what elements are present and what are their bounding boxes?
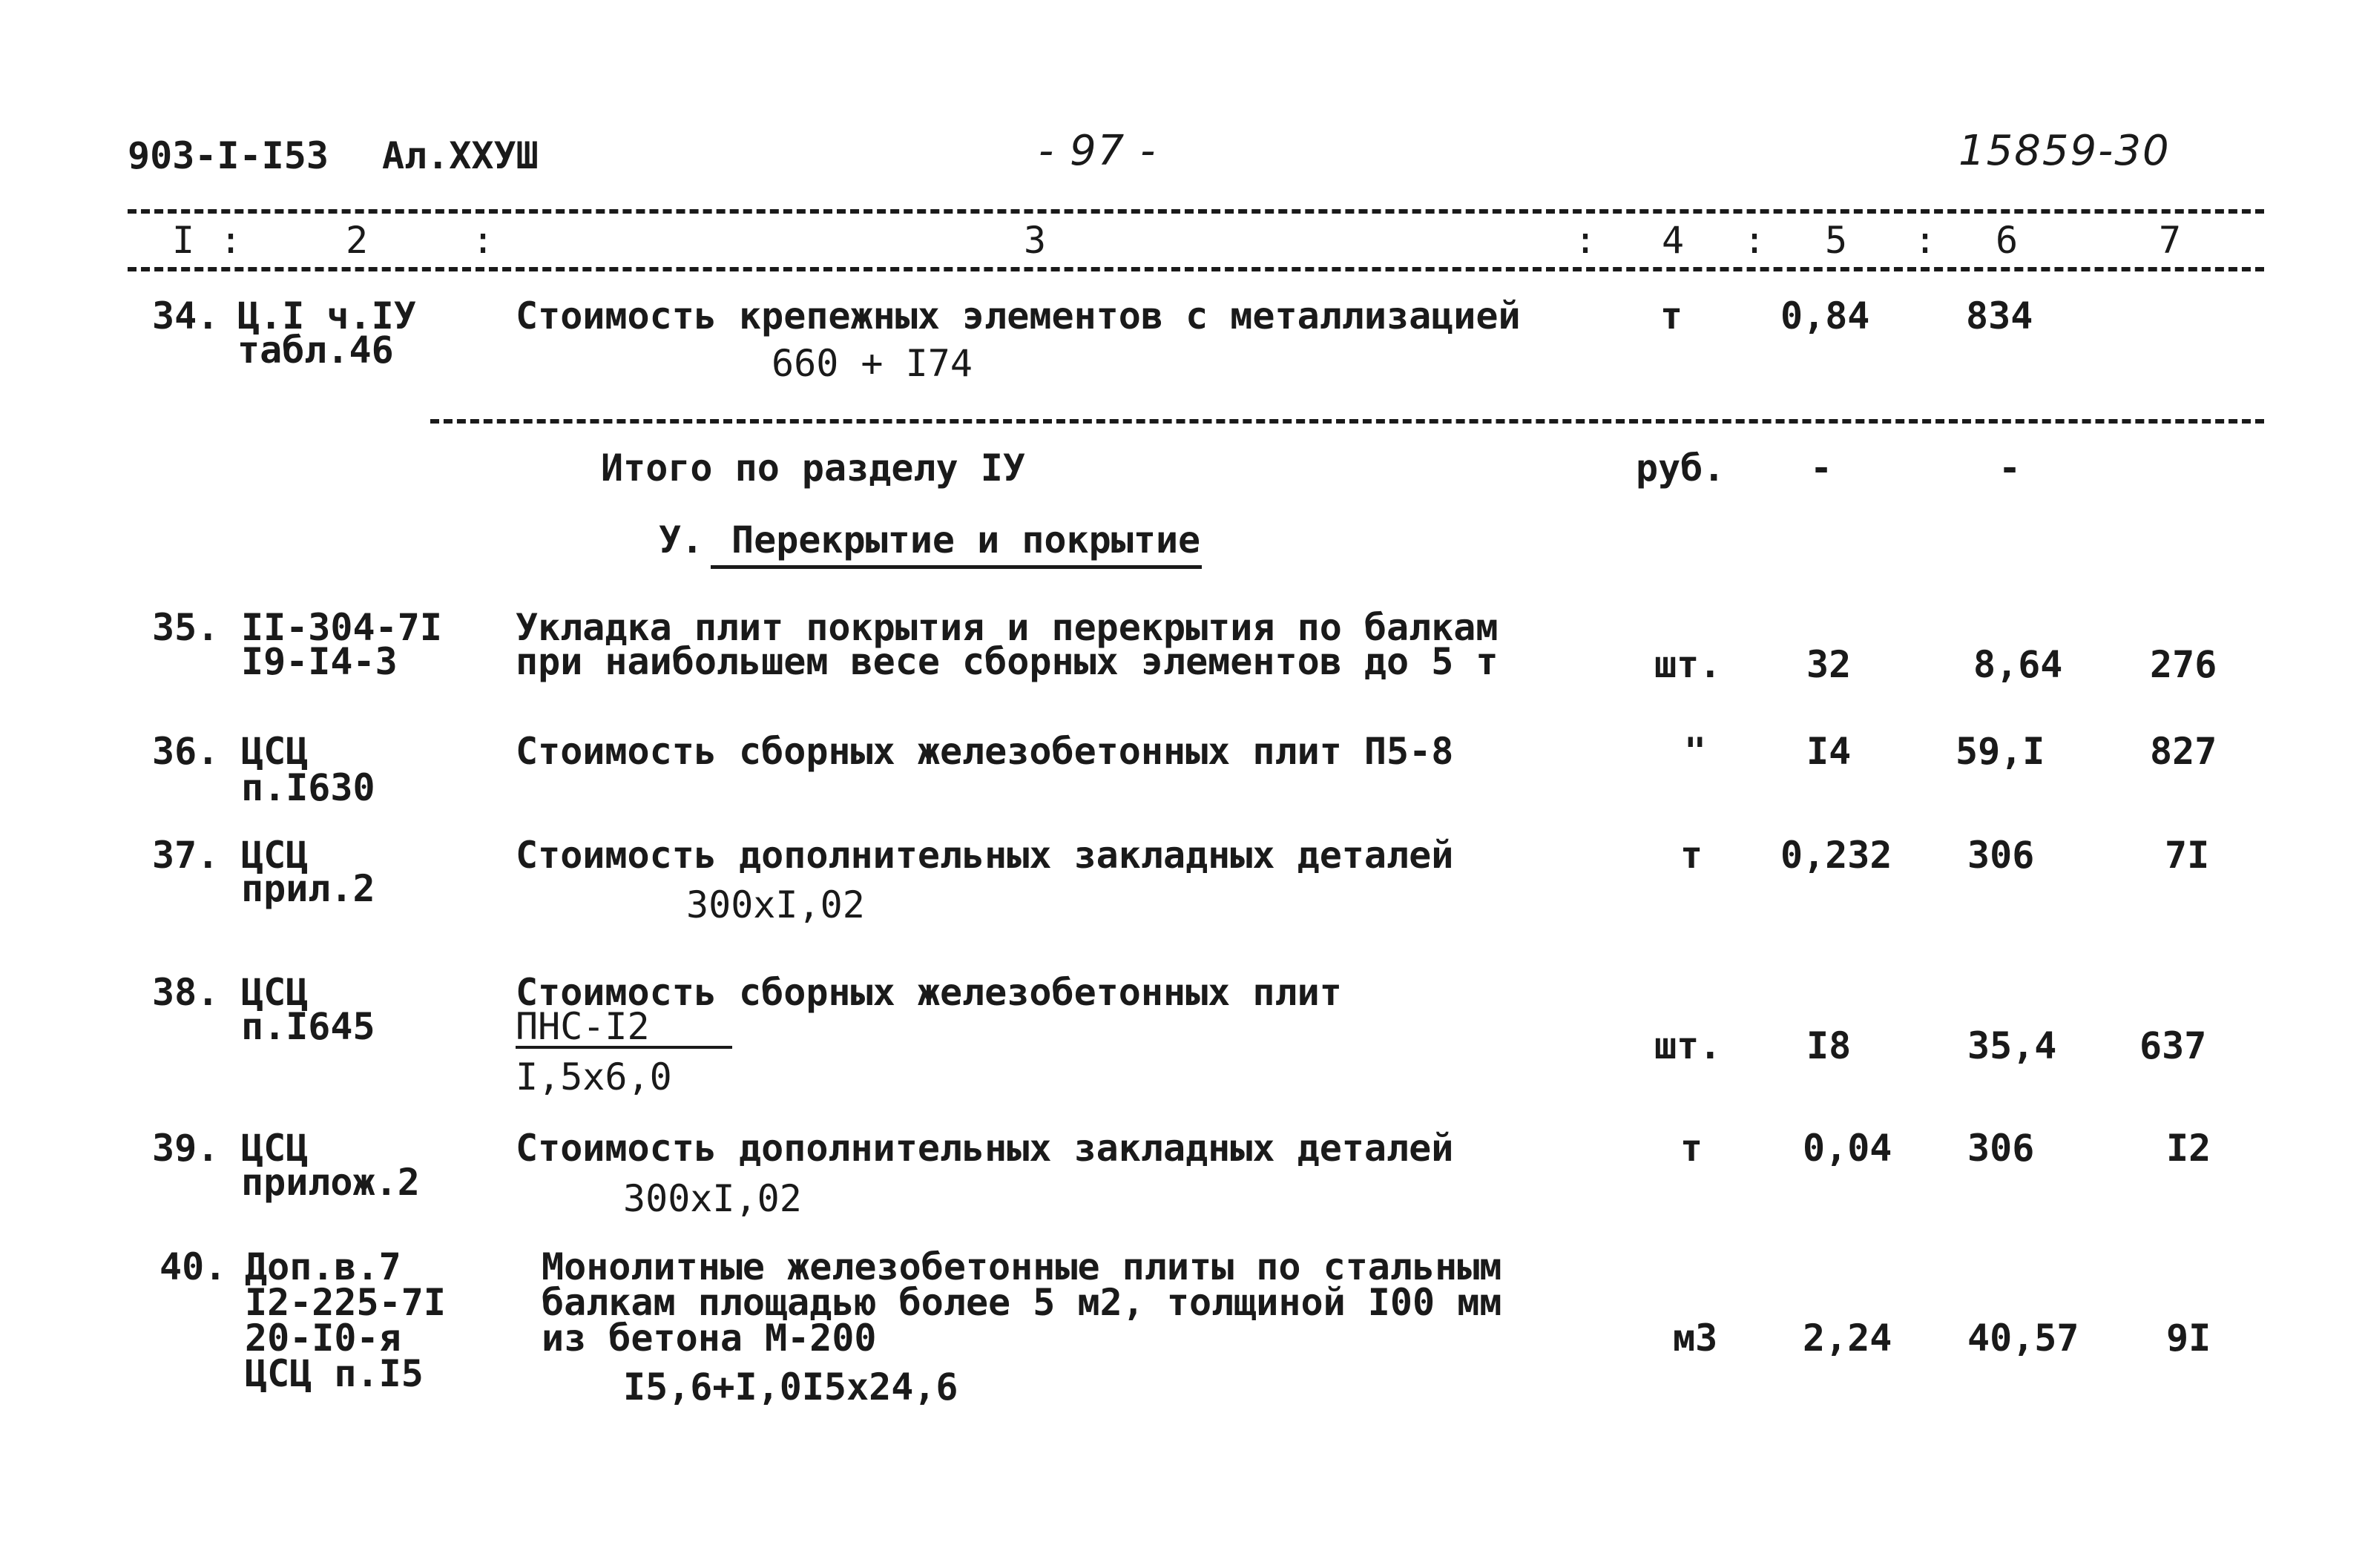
column-header-6: 6 (1996, 219, 2019, 262)
row-quantity: 0,84 (1780, 294, 1870, 337)
row-number: 39. (152, 1127, 220, 1170)
row-description: из бетона М-200 (542, 1317, 877, 1360)
row-unit: шт. (1654, 1024, 1722, 1067)
row-code: ЦСЦ (241, 834, 309, 877)
row-quantity: I4 (1806, 730, 1852, 773)
column-separator: : (1574, 219, 1597, 262)
row-number: 35. (152, 606, 220, 649)
section-total-qty: - (1810, 447, 1833, 490)
row-number: 36. (152, 730, 220, 773)
section-total-price: - (1999, 447, 2022, 490)
row-code: ЦСЦ (241, 730, 309, 773)
column-header-4: 4 (1662, 219, 1685, 262)
column-separator: : (472, 219, 495, 262)
row-quantity: 0,04 (1803, 1127, 1892, 1170)
row-description: Укладка плит покрытия и перекрытия по балкам (516, 606, 1499, 649)
row-code: прилож.2 (241, 1161, 420, 1204)
row-description: Стоимость дополнительных закладных деталей (516, 834, 1454, 877)
row-unit: м3 (1673, 1317, 1718, 1360)
row-code: ЦСЦ п.I5 (245, 1352, 424, 1395)
sheet-number: 15859-30 (1958, 127, 2171, 175)
section-total-label: Итого по разделу IУ (601, 447, 1025, 490)
row-description: Стоимость сборных железобетонных плит (516, 971, 1342, 1014)
row-quantity: 0,232 (1780, 834, 1892, 877)
row-price: 834 (1966, 294, 2033, 337)
row-code: прил.2 (241, 867, 375, 910)
row-total: 827 (2150, 730, 2217, 773)
row-price: 40,57 (1967, 1317, 2079, 1360)
row-formula: 300xI,02 (686, 883, 865, 926)
row-description: при наибольшем весе сборных элементов до 5 т (516, 640, 1499, 683)
album-number: Ал.XXУШ (382, 134, 539, 177)
row-quantity: I8 (1806, 1024, 1852, 1067)
row-code: I9-I4-3 (241, 640, 398, 683)
row-total: 276 (2150, 643, 2217, 686)
row-price: 8,64 (1973, 643, 2063, 686)
row-unit: т (1680, 834, 1703, 877)
row-formula: I,5x6,0 (516, 1055, 672, 1098)
row-description: Монолитные железобетонные плиты по стальным (542, 1245, 1502, 1288)
row-code: 20-I0-я (245, 1317, 401, 1360)
column-separator: : (1743, 219, 1766, 262)
column-header-5: 5 (1825, 219, 1848, 262)
section-heading-title: Перекрытие и покрытие (731, 518, 1201, 561)
row-code: п.I645 (241, 1005, 375, 1048)
row-quantity: 2,24 (1803, 1317, 1892, 1360)
row-number: 38. (152, 971, 220, 1014)
row-code: ЦСЦ (241, 971, 309, 1014)
column-header-2: 2 (346, 219, 369, 262)
row-quantity: 32 (1806, 643, 1852, 686)
row-code: I2-225-7I (245, 1281, 446, 1324)
row-formula: I5,6+I,0I5x24,6 (623, 1366, 958, 1409)
row-total: 9I (2166, 1317, 2211, 1360)
row-description: ПНС-I2 (516, 1005, 650, 1048)
row-number: 34. (152, 294, 220, 337)
column-separator: : (220, 219, 243, 262)
row-unit: " (1684, 730, 1707, 773)
header-bottom-rule (128, 267, 2264, 271)
row-code: II-304-7I (241, 606, 442, 649)
row-price: 306 (1967, 1127, 2035, 1170)
row-description: Стоимость дополнительных закладных деталей (516, 1127, 1454, 1170)
row-code: табл.46 (237, 329, 394, 372)
column-separator: : (1914, 219, 1937, 262)
row-description: Стоимость крепежных элементов с металлизацией (516, 294, 1521, 337)
row-code: Доп.в.7 (245, 1245, 401, 1288)
row-total: 637 (2139, 1024, 2207, 1067)
row-unit: т (1660, 294, 1683, 337)
row-unit: шт. (1654, 643, 1722, 686)
row-total: I2 (2166, 1127, 2211, 1170)
page-number: - 97 - (1039, 127, 1157, 175)
row-price: 59,I (1956, 730, 2045, 773)
row-number: 40. (159, 1245, 227, 1288)
row-unit: т (1680, 1127, 1703, 1170)
row-price: 306 (1967, 834, 2035, 877)
row-code: ЦСЦ (241, 1127, 309, 1170)
row-formula: 660 + I74 (772, 342, 973, 385)
column-header-1: I (172, 219, 195, 262)
row-code: Ц.I ч.IУ (237, 294, 416, 337)
row-number: 37. (152, 834, 220, 877)
row-description: Стоимость сборных железобетонных плит П5-8 (516, 730, 1454, 773)
row-code: п.I630 (241, 766, 375, 809)
row-formula: 300xI,02 (623, 1177, 802, 1220)
section-heading-prefix: У. (659, 518, 704, 561)
section-total-unit: руб. (1636, 447, 1726, 490)
row-price: 35,4 (1967, 1024, 2057, 1067)
row-description-underline (516, 1046, 732, 1049)
column-header-7: 7 (2159, 219, 2182, 262)
header-top-rule (128, 209, 2264, 214)
subtotal-rule (430, 419, 2264, 424)
column-header-3: 3 (1024, 219, 1047, 262)
row-description: балкам площадью более 5 м2, толщиной I00 мм (542, 1281, 1502, 1324)
section-heading-underline (711, 565, 1202, 569)
row-total: 7I (2165, 834, 2210, 877)
document-code: 903-I-I53 (128, 134, 329, 177)
